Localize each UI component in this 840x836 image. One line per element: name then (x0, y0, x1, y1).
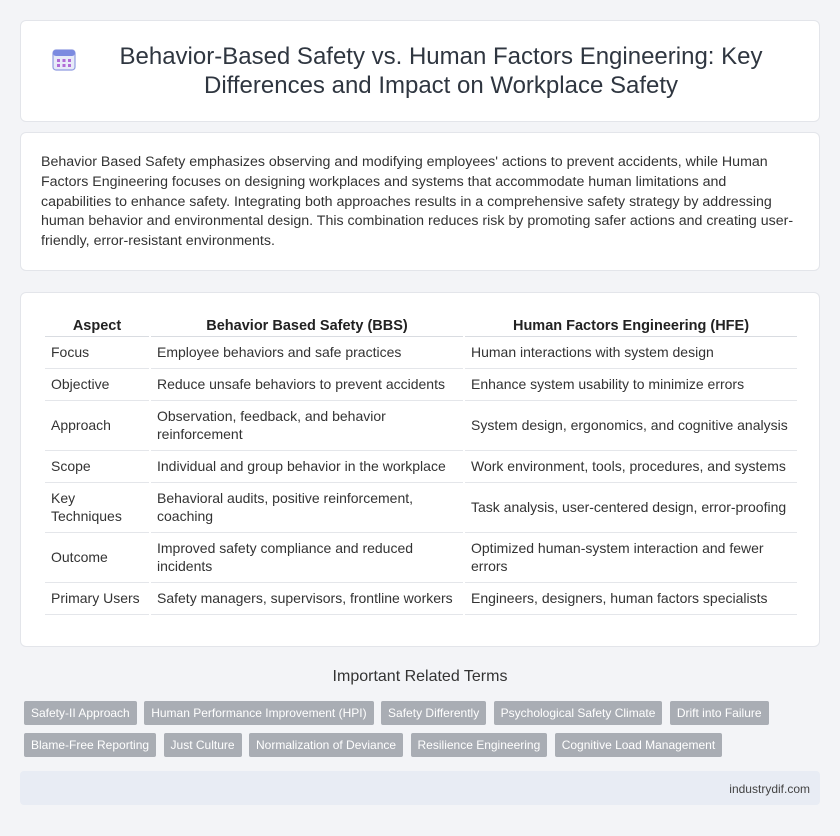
intro-card (20, 132, 820, 271)
table-row (45, 337, 797, 369)
row-hfe: Work environment, tools, procedures, and systems (465, 451, 797, 483)
related-term-tag[interactable]: Just Culture (164, 733, 242, 757)
comparison-table (43, 315, 799, 615)
row-hfe: Human interactions with system design (465, 337, 797, 369)
title-card (20, 20, 820, 122)
row-bbs: Observation, feedback, and behavior reinforcement (151, 401, 463, 451)
row-bbs: Safety managers, supervisors, frontline workers (151, 583, 463, 615)
related-term-tag[interactable]: Drift into Failure (670, 701, 769, 725)
related-term-tag[interactable]: Resilience Engineering (411, 733, 548, 757)
related-terms-title: Important Related Terms (332, 668, 508, 685)
row-aspect: Focus (45, 337, 149, 369)
row-aspect: Primary Users (45, 583, 149, 615)
comparison-card (20, 292, 820, 647)
row-aspect: Objective (45, 369, 149, 401)
table-row (45, 483, 797, 533)
row-hfe: Enhance system usability to minimize errors (465, 369, 797, 401)
row-bbs: Employee behaviors and safe practices (151, 337, 463, 369)
header-hfe: Human Factors Engineering (HFE) (465, 315, 797, 337)
header-aspect: Aspect (45, 315, 149, 337)
table-row (45, 583, 797, 615)
row-hfe: System design, ergonomics, and cognitive analysis (465, 401, 797, 451)
row-hfe: Task analysis, user-centered design, error-proofing (465, 483, 797, 533)
page-title: Behavior-Based Safety vs. Human Factors Engineering: Key Differences and Impact on Workplace Safety (119, 43, 763, 99)
row-bbs: Improved safety compliance and reduced incidents (151, 533, 463, 583)
footer-site-link[interactable]: industrydif.com (729, 782, 810, 796)
row-bbs: Behavioral audits, positive reinforcement, coaching (151, 483, 463, 533)
row-aspect: Key Techniques (45, 483, 149, 533)
table-row (45, 401, 797, 451)
related-term-tag[interactable]: Blame-Free Reporting (24, 733, 156, 757)
row-bbs: Individual and group behavior in the workplace (151, 451, 463, 483)
calendar-icon (51, 46, 77, 72)
table-header-row (45, 315, 797, 337)
related-term-tag[interactable]: Normalization of Deviance (249, 733, 403, 757)
related-term-tag[interactable]: Psychological Safety Climate (494, 701, 663, 725)
header-bbs: Behavior Based Safety (BBS) (151, 315, 463, 337)
row-hfe: Optimized human-system interaction and fewer errors (465, 533, 797, 583)
intro-paragraph: Behavior Based Safety emphasizes observing and modifying employees' actions to prevent accidents, while Human Factors Engineering focuses on designing workplaces and systems that accommodate human limitations and capabilities to enhance safety. Integrating both approaches results in a comprehensive safety strategy by addressing human behavior and environmental design. This combination reduces risk by promoting safer actions and creating user-friendly, error-resistant environments. (41, 154, 794, 250)
related-term-tag[interactable]: Cognitive Load Management (555, 733, 722, 757)
table-row (45, 533, 797, 583)
row-aspect: Outcome (45, 533, 149, 583)
table-row (45, 369, 797, 401)
related-term-tag[interactable]: Safety Differently (381, 701, 486, 725)
table-row (45, 451, 797, 483)
related-term-tag[interactable]: Safety-II Approach (24, 701, 137, 725)
related-terms-list (24, 701, 824, 765)
row-bbs: Reduce unsafe behaviors to prevent accidents (151, 369, 463, 401)
row-aspect: Scope (45, 451, 149, 483)
related-term-tag[interactable]: Human Performance Improvement (HPI) (144, 701, 373, 725)
row-aspect: Approach (45, 401, 149, 451)
row-hfe: Engineers, designers, human factors specialists (465, 583, 797, 615)
footer (20, 771, 820, 805)
